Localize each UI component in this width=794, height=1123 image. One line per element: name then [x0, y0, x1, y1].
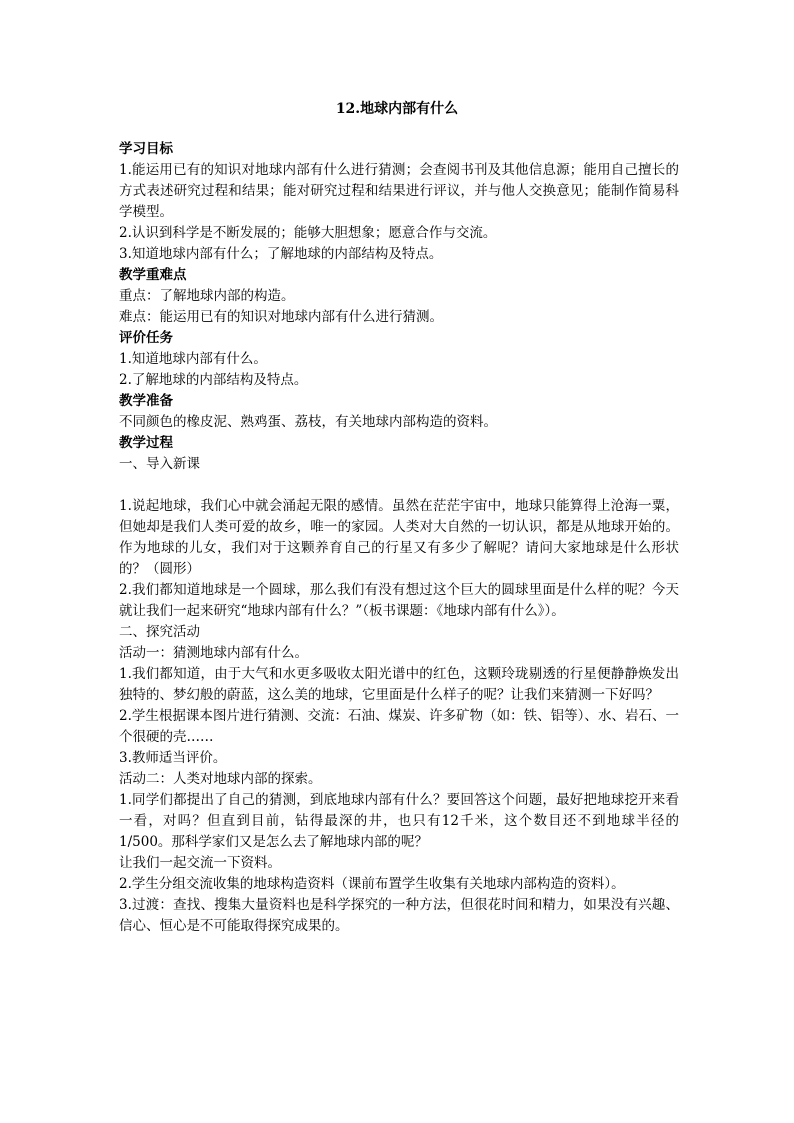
tasks-heading: 评价任务: [119, 330, 173, 346]
keypoint-item: 重点：了解地球内部的构造。: [119, 288, 295, 304]
blank-line: [119, 475, 679, 496]
paragraph: 3.过渡：查找、搜集大量资料也是科学探究的一种方法，但很花时间和精力，如果没有兴趣、信心、恒心是不可能取得探究成果的。: [119, 897, 679, 934]
paragraph: 2.我们都知道地球是一个圆球，那么我们有没有想过这个巨大的圆球里面是什么样的呢？今天就让我们一起来研究“地球内部有什么？”（板书课题：《地球内部有什么》）。: [119, 582, 679, 619]
paragraph: 1.同学们都提出了自己的猜测，到底地球内部有什么？要回答这个问题，最好把地球挖开来看一看，对吗？但直到目前，钻得最深的井，也只有12千米，这个数目还不到地球半径的1/500。那科学家们又是怎么去了解地球内部的呢？: [119, 792, 679, 850]
process-heading: 教学过程: [119, 435, 173, 451]
task-item: 1.知道地球内部有什么。: [119, 351, 267, 367]
document-title: 12.地球内部有什么: [335, 101, 459, 117]
paragraph: 让我们一起交流一下资料。: [119, 855, 281, 871]
prep-text: 不同颜色的橡皮泥、熟鸡蛋、荔枝，有关地球内部构造的资料。: [119, 414, 497, 430]
keypoint-item: 难点：能运用已有的知识对地球内部有什么进行猜测。: [119, 309, 443, 325]
section-title: 一、导入新课: [119, 456, 200, 472]
paragraph: 3.教师适当评价。: [119, 750, 227, 766]
paragraph: 1.我们都知道，由于大气和水更多吸收太阳光谱中的红色，这颗玲珑剔透的行星便静静焕发出独特的、梦幻般的蔚蓝，这么美的地球，它里面是什么样子的呢？让我们来猜测一下好吗？: [119, 666, 679, 703]
objectives-heading: 学习目标: [119, 141, 173, 157]
section-title: 二、探究活动: [119, 624, 200, 640]
objective-item: 1.能运用已有的知识对地球内部有什么进行猜测；会查阅书刊及其他信息源；能用自己擅长的方式表述研究过程和结果；能对研究过程和结果进行评议，并与他人交换意见；能制作简易科学模型。: [119, 162, 679, 220]
activity-title: 活动一：猜测地球内部有什么。: [119, 645, 308, 661]
activity-title: 活动二：人类对地球内部的探索。: [119, 771, 322, 787]
prep-heading: 教学准备: [119, 393, 173, 409]
paragraph: 1.说起地球，我们心中就会涌起无限的感情。虽然在茫茫宇宙中，地球只能算得上沧海一粟，但她却是我们人类可爱的故乡，唯一的家园。人类对大自然的一切认识，都是从地球开始的。作为地球的儿女，我们对于这颗养育自己的行星又有多少了解呢？请问大家地球是什么形状的？（圆形）: [119, 498, 679, 577]
objective-item: 2.认识到科学是不断发展的；能够大胆想象；愿意合作与交流。: [119, 225, 497, 241]
keypoints-heading: 教学重难点: [119, 267, 187, 283]
paragraph: 2.学生分组交流收集的地球构造资料（课前布置学生收集有关地球内部构造的资料）。: [119, 876, 625, 892]
paragraph: 2.学生根据课本图片进行猜测、交流：石油、煤炭、许多矿物（如：铁、铝等）、水、岩石、一个很硬的壳……: [119, 708, 679, 745]
task-item: 2.了解地球的内部结构及特点。: [119, 372, 308, 388]
document-body: [119, 139, 679, 937]
objective-item: 3.知道地球内部有什么；了解地球的内部结构及特点。: [119, 246, 443, 262]
